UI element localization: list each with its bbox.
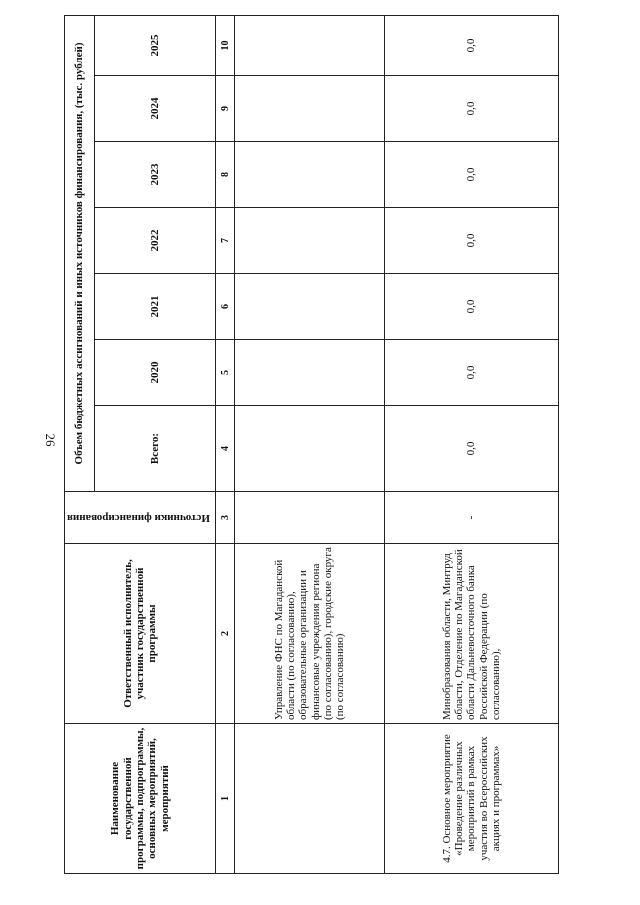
header-year: 2024 (94, 76, 215, 142)
row-value: 0,0 (385, 274, 559, 340)
table-row (385, 15, 559, 873)
rotated-page (64, 16, 559, 874)
header-name: Наименование государственной программы, подпрограммы, основных мероприятий, мероприятий (65, 724, 216, 874)
col-number: 6 (216, 274, 235, 340)
header-row-1 (65, 15, 95, 873)
header-funding-group: Объем бюджетных ассигнований и иных источников финансирования, (тыс. рублей) (65, 15, 95, 491)
row-value: 0,0 (385, 406, 559, 492)
table-row (235, 15, 385, 873)
col-number: 3 (216, 492, 235, 544)
row-name: 4.7. Основное мероприятие «Проведение различных мероприятий в рамках участия во Всероссийских акциях и программах» (385, 724, 559, 874)
header-year: Всего: (94, 406, 215, 492)
row-value: 0,0 (385, 142, 559, 208)
col-number: 10 (216, 15, 235, 75)
header-year: 2023 (94, 142, 215, 208)
row-name (235, 724, 385, 874)
row-executor: Минобразования области, Минтруд области, Отделение по Магаданской области Дальневосточного банка Российской Федерации (по согласованию), (385, 544, 559, 724)
header-source: Источники финансирования (65, 492, 216, 544)
row-value (235, 406, 385, 492)
col-number: 4 (216, 406, 235, 492)
row-value (235, 76, 385, 142)
row-value: 0,0 (385, 208, 559, 274)
funding-table (64, 15, 559, 874)
row-value (235, 15, 385, 75)
col-number: 7 (216, 208, 235, 274)
landscape-table-container (64, 16, 559, 874)
header-year: 2022 (94, 208, 215, 274)
col-number: 8 (216, 142, 235, 208)
column-numbers-row (216, 15, 235, 873)
page-number: 26 (43, 433, 58, 447)
col-number: 2 (216, 544, 235, 724)
header-year: 2025 (94, 15, 215, 75)
row-value (235, 274, 385, 340)
row-value: 0,0 (385, 76, 559, 142)
col-number: 1 (216, 724, 235, 874)
row-value (235, 208, 385, 274)
row-source: - (385, 492, 559, 544)
header-executor: Ответственный исполнитель, участник государственной программы (65, 544, 216, 724)
row-value: 0,0 (385, 340, 559, 406)
col-number: 9 (216, 76, 235, 142)
row-value (235, 340, 385, 406)
col-number: 5 (216, 340, 235, 406)
header-year: 2021 (94, 274, 215, 340)
row-source (235, 492, 385, 544)
row-value (235, 142, 385, 208)
row-executor: Управление ФНС по Магаданской области (по согласованию), образовательные организации и финансовые учреждения региона (по согласованию), городские округа (по согласованию) (235, 544, 385, 724)
header-year: 2020 (94, 340, 215, 406)
row-value: 0,0 (385, 15, 559, 75)
